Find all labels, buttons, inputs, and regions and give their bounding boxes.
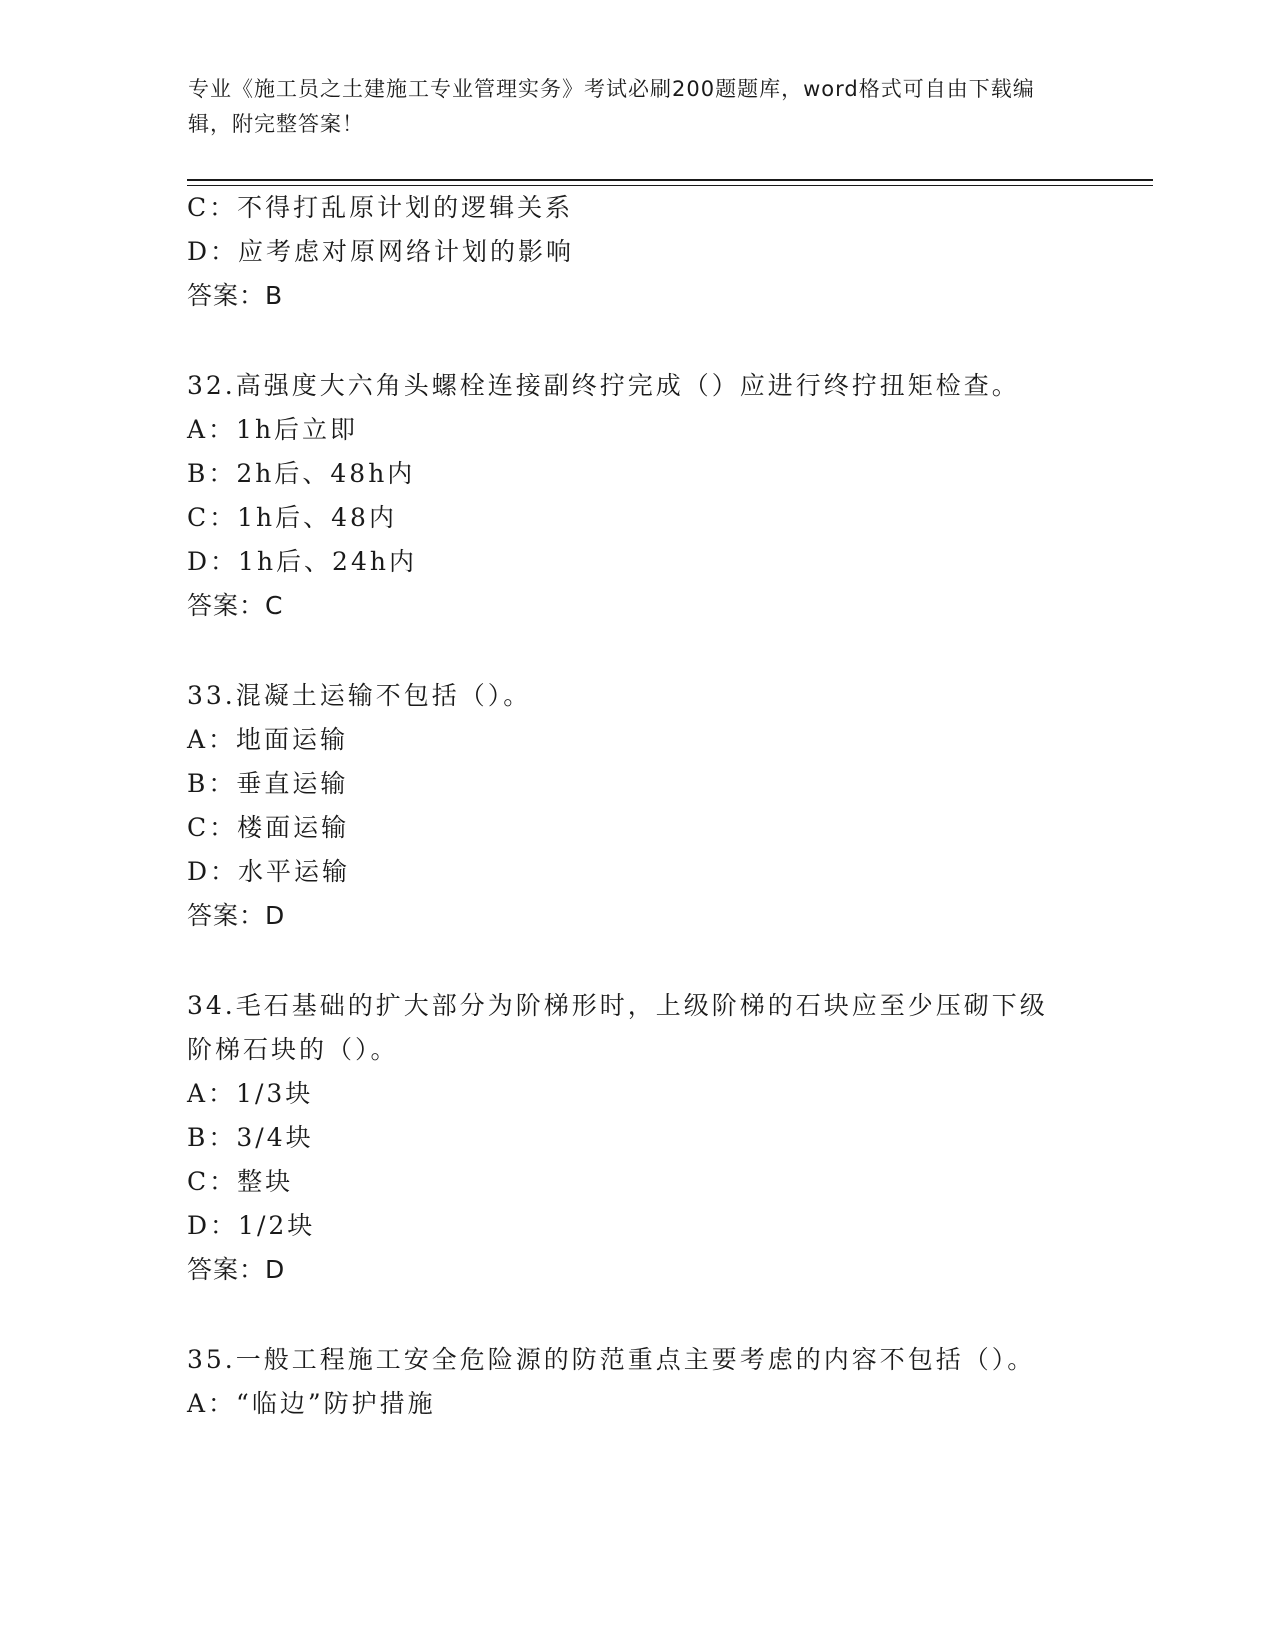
- option-line: D：水平运输: [187, 857, 351, 886]
- question-line: 32.高强度大六角头螺栓连接副终拧完成（）应进行终拧扭矩检查。: [187, 371, 1020, 400]
- option-line: D：1h后、24h内: [187, 547, 417, 576]
- option-line: A：1h后立即: [187, 415, 359, 444]
- option-line: C：不得打乱原计划的逻辑关系: [187, 193, 574, 222]
- question-line: 34.毛石基础的扩大部分为阶梯形时，上级阶梯的石块应至少压砌下级: [187, 991, 1048, 1020]
- question-line: 33.混凝土运输不包括（）。: [187, 681, 532, 710]
- option-line: B：2h后、48h内: [187, 459, 416, 488]
- option-line: A：地面运输: [187, 725, 349, 754]
- option-line: C：1h后、48内: [187, 503, 397, 532]
- option-line: D：1/2块: [187, 1211, 316, 1240]
- answer-line: 答案：B: [187, 281, 284, 310]
- option-line: B：3/4块: [187, 1123, 314, 1152]
- option-line: D：应考虑对原网络计划的影响: [187, 237, 575, 266]
- answer-line: 答案：C: [187, 591, 284, 620]
- answer-line: 答案：D: [187, 1255, 286, 1284]
- option-line: C：楼面运输: [187, 813, 350, 842]
- option-line: A：“临边”防护措施: [187, 1389, 436, 1418]
- option-line: C：整块: [187, 1167, 294, 1196]
- header-rule-thin: [187, 185, 1153, 186]
- option-line: B：垂直运输: [187, 769, 349, 798]
- option-line: A：1/3块: [187, 1079, 314, 1108]
- document-header: 专业《施工员之土建施工专业管理实务》考试必刷200题题库，word格式可自由下载编辑，附完整答案！: [188, 77, 1035, 136]
- question-line: 阶梯石块的（）。: [187, 1035, 399, 1064]
- header-rule-thick: [187, 179, 1153, 181]
- question-line: 35.一般工程施工安全危险源的防范重点主要考虑的内容不包括（）。: [187, 1345, 1036, 1374]
- answer-line: 答案：D: [187, 901, 286, 930]
